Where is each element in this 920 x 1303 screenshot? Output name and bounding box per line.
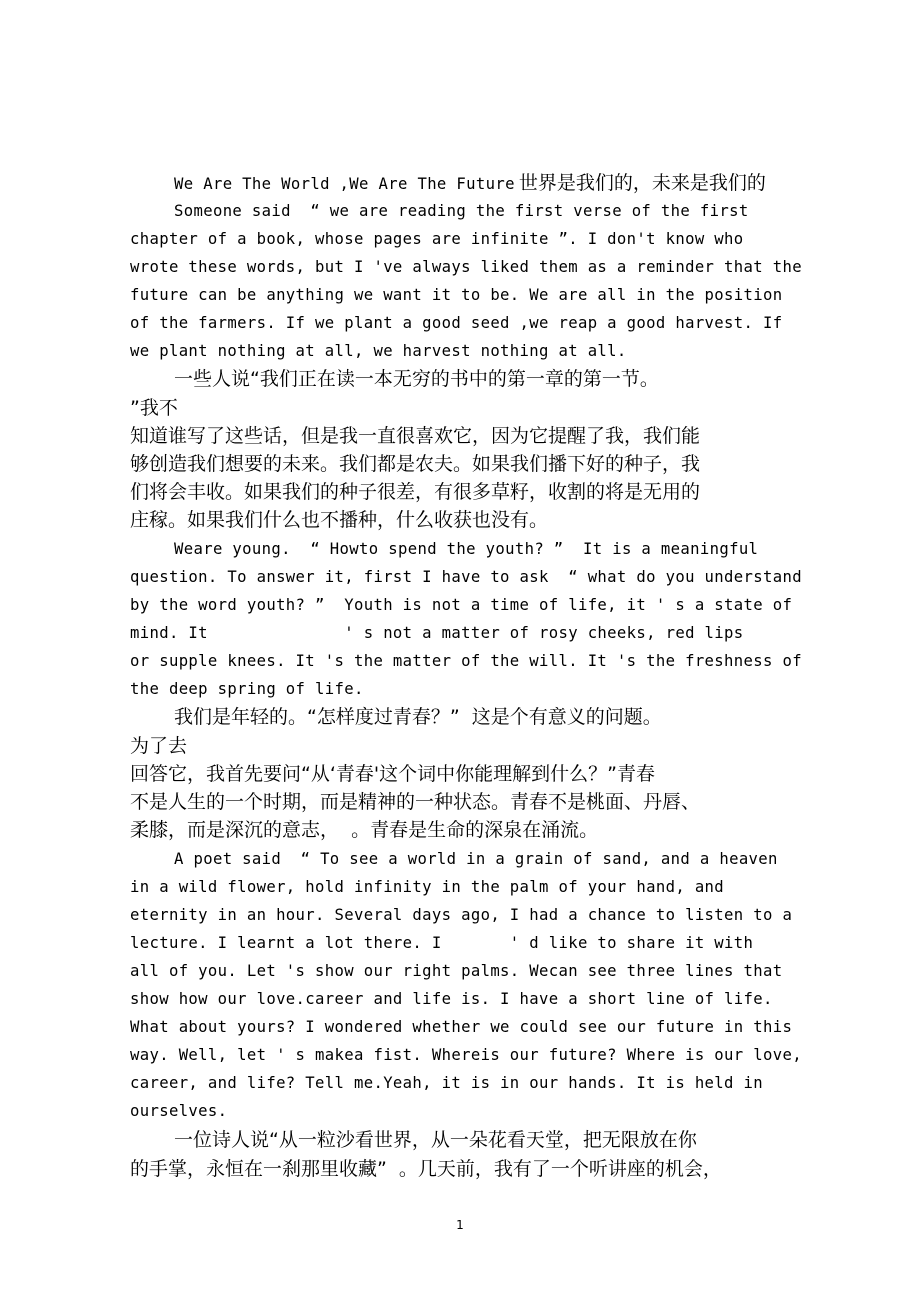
text-line: What about yours? I wondered whether we could see our future in this <box>130 1018 793 1036</box>
text-line: 柔膝，而是深沉的意志， 。青春是生命的深泉在涌流。 <box>130 819 599 841</box>
text-line: 我们是年轻的。“怎样度过青春？” 这是个有意义的问题。 <box>174 706 662 728</box>
text-line: 知道谁写了这些话，但是我一直很喜欢它，因为它提醒了我，我们能 <box>130 425 701 447</box>
text-line: show how our love.career and life is. I have a short line of life. <box>130 990 773 1008</box>
text-line: 一些人说“我们正在读一本无穷的书中的第一章的第一节。 <box>174 368 659 390</box>
text-line: wrote these words, but I 've always liked them as a reminder that the <box>130 258 802 276</box>
text-line: we plant nothing at all, we harvest nothing at all. <box>130 342 627 360</box>
text-line: Someone said “ we are reading the first verse of the first <box>174 202 749 220</box>
text-line: Weare young. “ Howto spend the youth? ” It is a meaningful <box>174 540 759 558</box>
text-line: by the word youth? ” Youth is not a time of life, it ' s a state of <box>130 596 793 614</box>
text-line: in a wild flower, hold infinity in the palm of your hand, and <box>130 878 725 896</box>
text-line: eternity in an hour. Several days ago, I had a chance to listen to a <box>130 906 793 924</box>
document-title <box>174 171 766 195</box>
text-line: 够创造我们想要的未来。我们都是农夫。如果我们播下好的种子，我 <box>130 453 701 475</box>
text-line: 的手掌，永恒在一刹那里收藏” 。几天前，我有了一个听讲座的机会， <box>130 1158 722 1180</box>
text-line: lecture. I learnt a lot there. I ' d like to share it with <box>130 934 754 952</box>
text-line: ourselves. <box>130 1102 228 1120</box>
text-line: 一位诗人说“从一粒沙看世界，从一朵花看天堂，把无限放在你 <box>174 1129 697 1151</box>
text-line: 回答它，我首先要问“从‘青春'这个词中你能理解到什么？”青春 <box>130 763 655 785</box>
title-en: We Are The World ,We Are The Future <box>174 175 515 193</box>
text-line: or supple knees. It 's the matter of the will. It 's the freshness of <box>130 652 802 670</box>
text-line: future can be anything we want it to be. We are all in the position <box>130 286 783 304</box>
title-zh: 世界是我们的，未来是我们的 <box>518 172 766 194</box>
text-line: career, and life? Tell me.Yeah, it is in our hands. It is held in <box>130 1074 763 1092</box>
text-line: 不是人生的一个时期，而是精神的一种状态。青春不是桃面、丹唇、 <box>130 791 701 813</box>
page-number: 1 <box>456 1218 464 1232</box>
text-line: chapter of a book, whose pages are infinite ”. I don't know who <box>130 230 744 248</box>
text-line: the deep spring of life. <box>130 680 364 698</box>
text-line: 们将会丰收。如果我们的种子很差，有很多草籽，收割的将是无用的 <box>130 481 701 503</box>
text-line: question. To answer it, first I have to ask “ what do you understand <box>130 568 802 586</box>
text-line: 庄稼。如果我们什么也不播种，什么收获也没有。 <box>130 509 549 531</box>
text-line: ”我不 <box>130 397 178 419</box>
text-line: way. Well, let ' s makea fist. Whereis our future? Where is our love, <box>130 1046 802 1064</box>
text-line: of the farmers. If we plant a good seed ,we reap a good harvest. If <box>130 314 783 332</box>
text-line: all of you. Let 's show our right palms. Wecan see three lines that <box>130 962 783 980</box>
text-line: mind. It ' s not a matter of rosy cheeks, red lips <box>130 624 744 642</box>
text-line: A poet said “ To see a world in a grain of sand, and a heaven <box>174 850 778 868</box>
text-line: 为了去 <box>130 735 188 757</box>
